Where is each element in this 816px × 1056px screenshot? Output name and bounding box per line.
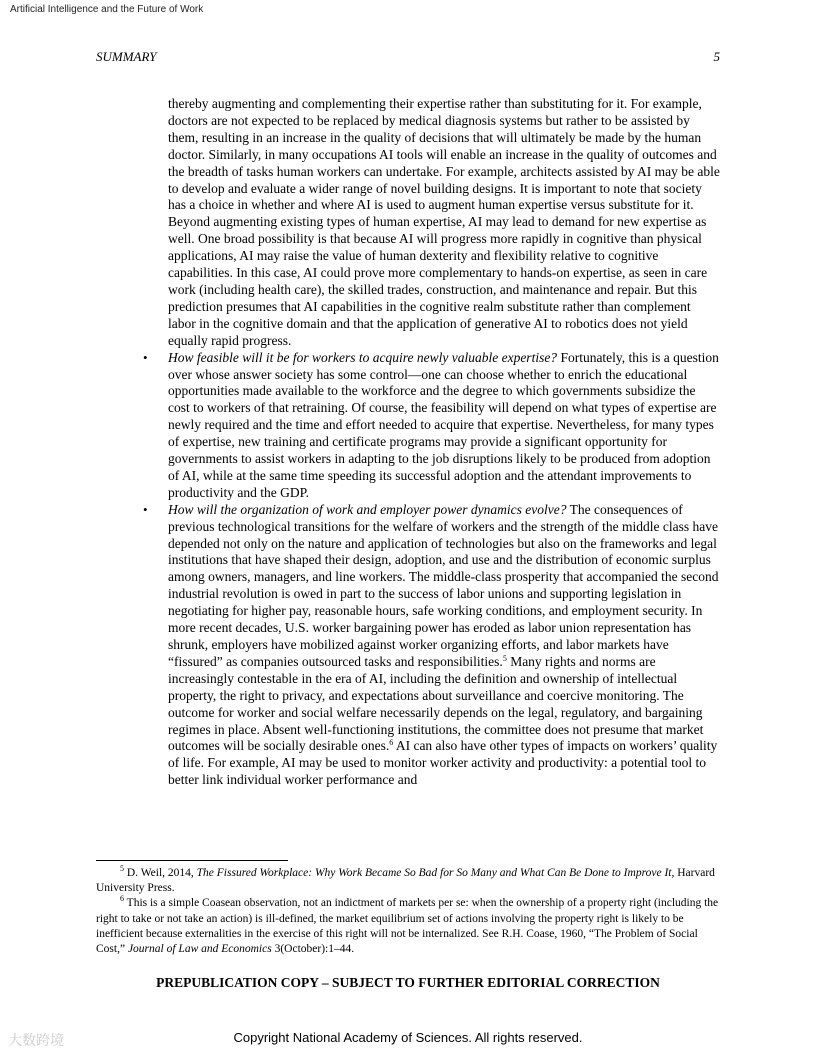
section-title: SUMMARY <box>96 49 157 64</box>
footnote-divider <box>96 860 288 861</box>
footnote-citation-title: The Fissured Workplace: Why Work Became So Bad for So Many and What Can Be Done to Improve It <box>196 867 672 879</box>
page-number: 5 <box>713 49 720 64</box>
bullet-question: How will the organization of work and employer power dynamics evolve? <box>168 501 567 517</box>
bullet-text: Many rights and norms are increasingly contestable in the era of AI, including the definition and ownership of intellectual property, the right to privacy, and expectations about surveillance and coercive monitoring. The outcome for worker and social welfare necessarily depends on the legal, regulatory, and bargaining regimes in place. Absent well-functioning institutions, the committee does not presume that market outcomes will be socially desirable ones. <box>168 653 704 754</box>
bullet-marker: • <box>143 349 148 365</box>
footnote-6 <box>96 896 720 957</box>
bullet-question: How feasible will it be for workers to acquire newly valuable expertise? <box>168 349 558 365</box>
browser-title: Artificial Intelligence and the Future of Work <box>10 4 204 15</box>
bullet-item <box>143 501 720 789</box>
footnote-number: 5 <box>120 864 124 873</box>
footnote-number: 6 <box>120 894 124 904</box>
running-head <box>96 49 720 65</box>
bullet-text: AI can also have other types of impacts on workers’ quality of life. For example, AI may be used to monitor worker activity and productivity: a potential tool to better link individual worker performance and <box>168 738 718 788</box>
footnote-text: 3(October):1–44. <box>271 943 355 956</box>
footnote-5 <box>96 866 720 896</box>
body-text <box>143 96 720 789</box>
bullet-text: The consequences of previous technological transitions for the welfare of workers and the strength of the middle class have depended not only on the nature and application of technologies but also on the frameworks and legal institutions that have shaped their design, adoption, and use and the distribution of economic surplus among owners, managers, and line workers. The middle-class prosperity that accompanied the second industrial revolution is owed in part to the success of labor unions and supporting legislation in negotiating for higher pay, reasonable hours, safe working conditions, and employment security. In more recent decades, U.S. worker bargaining power has eroded as labor union representation has shrunk, employers have mobilized against worker organizing efforts, and labor markets have “fissured” as companies outsourced tasks and responsibilities. <box>168 501 719 669</box>
bullet-item <box>143 349 720 502</box>
footnote-text: , Harvard University Press. <box>96 867 715 895</box>
bullet-marker: • <box>143 501 148 517</box>
footnote-ref-5[interactable]: 5 <box>502 653 507 663</box>
footnotes <box>96 866 720 957</box>
footnote-journal-title: Journal of Law and Economics <box>127 943 272 956</box>
footnote-ref-6[interactable]: 6 <box>389 738 394 748</box>
footnote-text: This is a simple Coasean observation, not an indictment of markets per se: when the ownership of a property right (including the right to take or not take an action) is ill-defined, the market equilibrium set of actions involving the property right is likely to be inefficient because externalities in the exercise of this right will not be internalized. See R.H. Coase, 1960, “The Problem of Social Cost,” <box>96 897 719 956</box>
continuation-paragraph: thereby augmenting and complementing their expertise rather than substituting for it. For example, doctors are not expected to be replaced by medical diagnosis systems but rather to be assisted by them, resulting in an increase in the quality of decisions that will ultimately be made by the human doctor. Similarly, in many occupations AI tools will enable an increase in the quality of outcomes and the breadth of tasks human workers can undertake. For example, architects assisted by AI may be able to develop and evaluate a wider range of novel building designs. It is important to note that society has a choice in whether and where AI is used to augment human expertise versus substitute for it. Beyond augmenting existing types of human expertise, AI may lead to demand for new expertise as well. One broad possibility is that because AI will progress more rapidly in cognitive than physical applications, AI may raise the value of human dexterity and flexibility relative to cognitive capabilities. In this case, AI could prove more complementary to hands-on expertise, as seen in care work (including health care), the skilled trades, construction, and maintenance and repair. But this prediction presumes that AI capabilities in the cognitive realm substitute rather than complement labor in the cognitive domain and that the application of generative AI to robotics does not yield equally rapid progress. <box>168 96 720 348</box>
watermark: 大数跨境 <box>8 1033 64 1049</box>
bullet-text: Fortunately, this is a question over whose answer society has some control—one can choose whether to enrich the educational opportunities made available to the workforce and the degree to which governments subsidize the cost to workers of that retraining. Of course, the feasibility will depend on what types of expertise are newly required and the time and effort needed to acquire that expertise. Nevertheless, for many types of expertise, new training and certificate programs may provide a significant opportunity for governments to assist workers in adapting to the job disruptions likely to be produced from adoption of AI, while at the same time speeding its successful adoption and the attendant improvements to productivity and the GDP. <box>168 349 719 500</box>
prepublication-notice: PREPUBLICATION COPY – SUBJECT TO FURTHER EDITORIAL CORRECTION <box>156 975 660 990</box>
footnote-text: D. Weil, 2014, <box>124 867 197 879</box>
copyright-notice: Copyright National Academy of Sciences. All rights reserved. <box>233 1030 583 1045</box>
